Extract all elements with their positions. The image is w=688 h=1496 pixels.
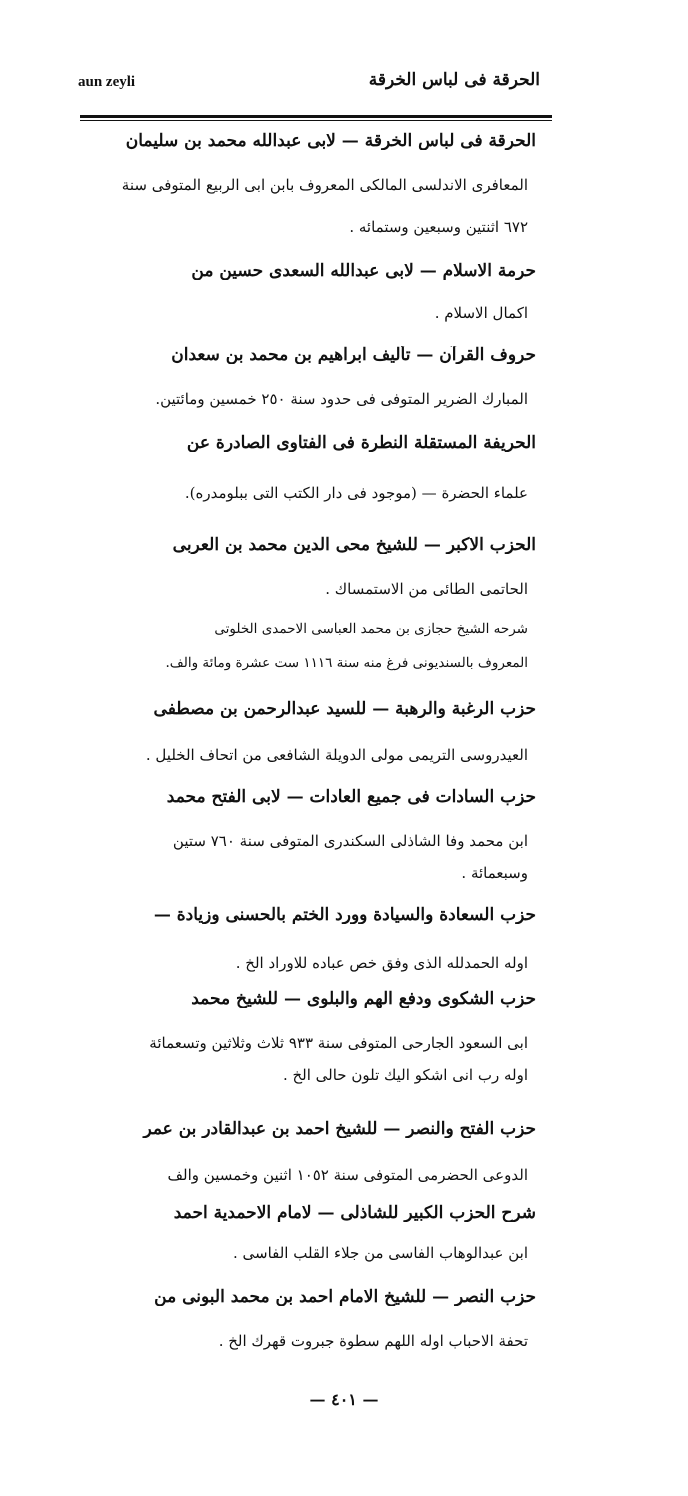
entry-title-line: الحزب الاكبر — للشيخ محى الدين محمد بن العربى [172,536,536,554]
header-rule [80,115,552,118]
entry-title-line: شرح الحزب الكبير للشاذلى — لامام الاحمدية احمد [173,1204,536,1222]
entry-title-line: الحرقة فى لباس الخرقة — لابى عبدالله محمد بن سليمان [125,132,536,150]
entry-line: وسبعمائة . [461,864,528,882]
entry-line: المبارك الضرير المتوفى فى حدود سنة ٢٥٠ خمسين ومائتين. [155,390,528,408]
entry-line: المعافرى الاندلسى المالكى المعروف بابن ابى الربيع المتوفى سنة [121,176,528,194]
entry-line: اوله رب انى اشكو اليك تلون حالى الخ . [282,1066,528,1084]
entry-line: الدوعى الحضرمى المتوفى سنة ١٠٥٢ اثنين وخمسين والف [167,1166,528,1184]
entry-title-line: حزب النصر — للشيخ الامام احمد بن محمد البونى من [154,1288,536,1306]
entry-title-line: حروف القرآن — تأليف ابراهيم بن محمد بن سعدان [171,346,536,364]
entry-line: الحاتمى الطائى من الاستمساك . [325,580,528,598]
entry-title-line: الحريفة المستقلة النطرة فى الفتاوى الصادرة عن [186,434,536,452]
entry-title-line: حرمة الاسلام — لابى عبدالله السعدى حسين من [191,262,536,280]
entry-line: تحفة الاحباب اوله اللهم سطوة جبروت قهرك الخ . [218,1332,528,1350]
entry-line: ابى السعود الجارحى المتوفى سنة ٩٣٣ ثلاث وثلاثين وتسعمائة [149,1034,528,1052]
entry-title-line: حزب الفتح والنصر — للشيخ احمد بن عبدالقادر بن عمر [143,1120,536,1138]
header-rule-thin [80,120,552,121]
entry-line: علماء الحضرة — (موجود فى دار الكتب التى ببلومدره). [184,484,528,502]
entry-line: ابن محمد وفا الشاذلى السكندرى المتوفى سنة ٧٦٠ ستين [172,832,528,850]
entry-line: المعروف بالسنديونى فرغ منه سنة ١١١٦ ست عشرة ومائة والف. [165,655,528,671]
entry-title-line: حزب السادات فى جميع العادات — لابى الفتح محمد [166,788,536,806]
entry-line: اوله الحمدلله الذى وفق خص عباده للاوراد الخ . [235,954,528,972]
header-left: aun zeyli [78,74,136,90]
entry-title-line: حزب السعادة والسيادة وورد الختم بالحسنى وزيادة — [153,906,536,924]
entry-line: العيدروسى التريمى مولى الدويلة الشافعى من اتحاف الخليل . [145,746,528,764]
entry-line: شرحه الشيخ حجازى بن محمد العباسى الاحمدى الخلوتى [214,621,528,637]
entry-title-line: حزب الشكوى ودفع الهم والبلوى — للشيخ محمد [191,990,536,1008]
page-number: — ٤٠١ — [309,1390,379,1409]
entry-line: ٦٧٢ اثنتين وسبعين وستمائه . [349,218,528,236]
entry-line: اكمال الاسلام . [434,304,528,322]
entry-title-line: حزب الرغبة والرهبة — للسيد عبدالرحمن بن مصطفى [153,700,536,718]
running-title: الحرقة فى لباس الخرقة [368,70,540,90]
entry-line: ابن عبدالوهاب الفاسى من جلاء القلب الفاسى . [232,1244,528,1262]
